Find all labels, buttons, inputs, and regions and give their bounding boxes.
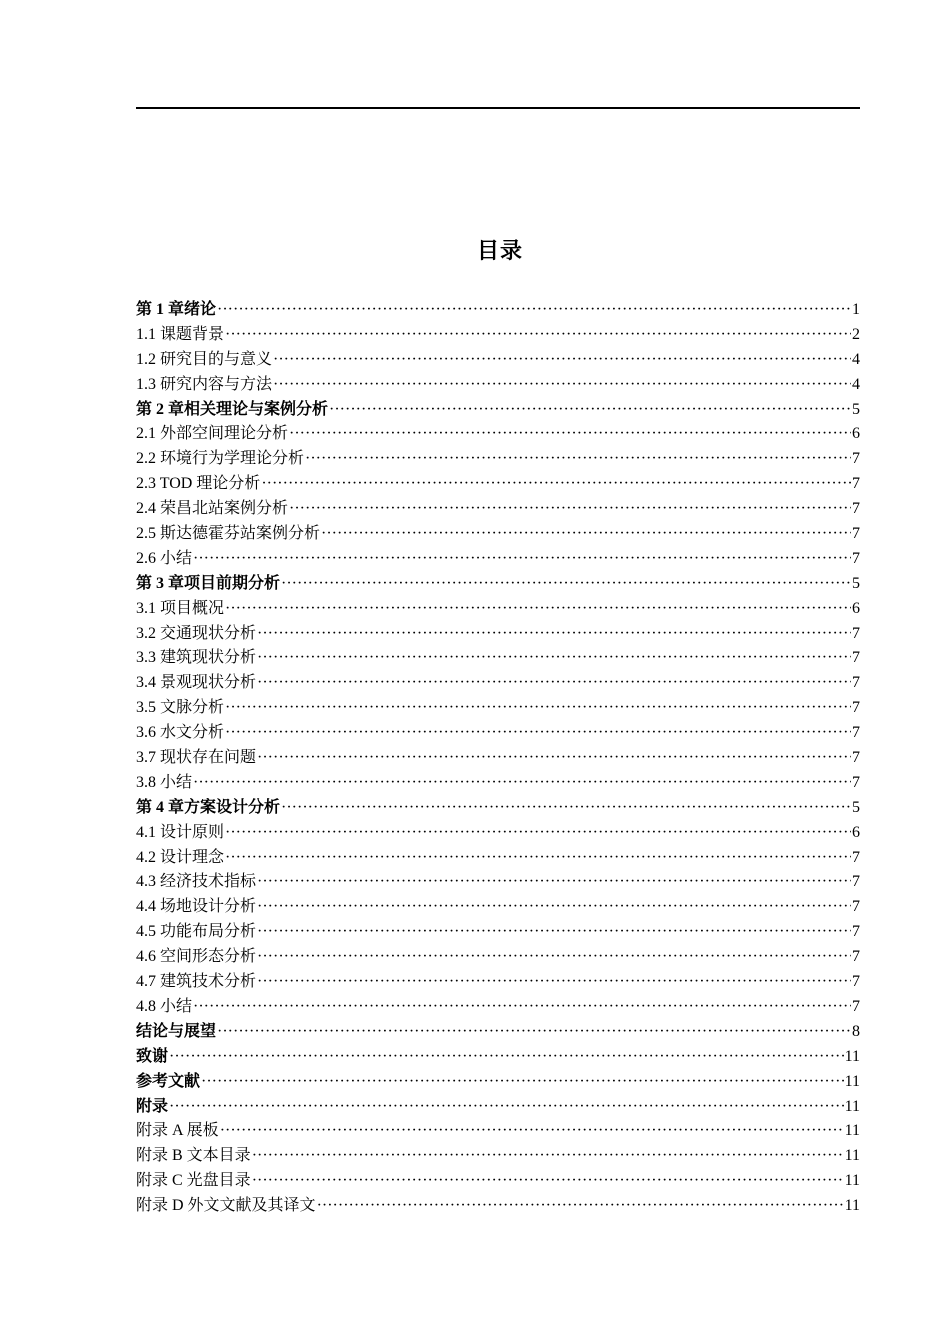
toc-leader-dots	[257, 622, 851, 647]
toc-entry-page: 7	[852, 549, 860, 567]
toc-leader-dots	[289, 497, 851, 522]
toc-entry[interactable]	[136, 422, 860, 447]
toc-entry-label: 附录 B 文本目录	[136, 1147, 251, 1165]
toc-entry[interactable]	[136, 1194, 860, 1219]
toc-entry[interactable]	[136, 1020, 860, 1045]
toc-leader-dots	[225, 597, 851, 622]
toc-leader-dots	[261, 472, 851, 497]
toc-leader-dots	[317, 1194, 844, 1219]
toc-entry-page: 7	[852, 699, 860, 717]
toc-entry-label: 2.2 环境行为学理论分析	[136, 450, 305, 468]
toc-entry-page: 7	[852, 997, 860, 1015]
toc-entry-page: 11	[844, 1197, 860, 1215]
toc-entry-page: 7	[852, 873, 860, 891]
toc-entry-page: 7	[852, 773, 860, 791]
toc-entry[interactable]	[136, 646, 860, 671]
toc-leader-dots	[281, 796, 851, 821]
toc-entry[interactable]	[136, 721, 860, 746]
toc-leader-dots	[169, 1095, 844, 1120]
toc-entry-label: 3.1 项目概况	[136, 599, 225, 617]
toc-leader-dots	[217, 1020, 851, 1045]
toc-title: 目录	[476, 238, 523, 263]
toc-entry-label: 3.4 景观现状分析	[136, 674, 257, 692]
toc-entry[interactable]	[136, 696, 860, 721]
toc-entry[interactable]	[136, 796, 860, 821]
toc-entry-page: 7	[852, 948, 860, 966]
toc-entry[interactable]	[136, 398, 860, 423]
toc-entry-label: 4.3 经济技术指标	[136, 873, 257, 891]
toc-entry[interactable]	[136, 870, 860, 895]
toc-leader-dots	[225, 696, 851, 721]
toc-entry[interactable]	[136, 920, 860, 945]
toc-entry-label: 3.8 小结	[136, 773, 193, 791]
toc-entry-label: 2.3 TOD 理论分析	[136, 475, 261, 493]
toc-entry-label: 3.5 文脉分析	[136, 699, 225, 717]
toc-entry-label: 4.8 小结	[136, 997, 193, 1015]
toc-entry[interactable]	[136, 572, 860, 597]
toc-entry-label: 第 3 章项目前期分析	[136, 574, 281, 592]
toc-entry-page: 8	[852, 1022, 860, 1040]
toc-leader-dots	[193, 771, 851, 796]
toc-entry-page: 7	[852, 624, 860, 642]
toc-entry-label: 3.2 交通现状分析	[136, 624, 257, 642]
toc-entry-label: 3.3 建筑现状分析	[136, 649, 257, 667]
toc-entry-label: 4.1 设计原则	[136, 823, 225, 841]
toc-entry[interactable]	[136, 746, 860, 771]
toc-entry[interactable]	[136, 497, 860, 522]
toc-leader-dots	[257, 746, 851, 771]
toc-entry[interactable]	[136, 1144, 860, 1169]
toc-leader-dots	[321, 522, 851, 547]
toc-leader-dots	[193, 547, 851, 572]
toc-entry-label: 1.1 课题背景	[136, 325, 225, 343]
toc-entry-page: 7	[852, 500, 860, 518]
toc-leader-dots	[281, 572, 851, 597]
toc-leader-dots	[217, 298, 851, 323]
toc-leader-dots	[193, 995, 851, 1020]
toc-entry[interactable]	[136, 348, 860, 373]
toc-leader-dots	[257, 671, 851, 696]
toc-entry[interactable]	[136, 1169, 860, 1194]
toc-leader-dots	[201, 1070, 844, 1095]
toc-entry[interactable]	[136, 447, 860, 472]
toc-entry-label: 4.6 空间形态分析	[136, 948, 257, 966]
toc-entry-page: 4	[852, 375, 860, 393]
toc-entry-label: 附录 D 外文文献及其译文	[136, 1197, 316, 1215]
toc-entry[interactable]	[136, 522, 860, 547]
toc-entry-label: 2.5 斯达德霍芬站案例分析	[136, 525, 321, 543]
toc-entry-label: 1.3 研究内容与方法	[136, 375, 273, 393]
toc-entry[interactable]	[136, 846, 860, 871]
toc-entry-label: 1.2 研究目的与意义	[136, 350, 273, 368]
toc-entry-label: 3.6 水文分析	[136, 724, 225, 742]
toc-leader-dots	[305, 447, 851, 472]
toc-entry-page: 5	[852, 798, 860, 816]
toc-entry-page: 7	[852, 923, 860, 941]
toc-entry[interactable]	[136, 1095, 860, 1120]
toc-entry[interactable]	[136, 945, 860, 970]
toc-leader-dots	[225, 846, 851, 871]
toc-entry-page: 2	[852, 325, 860, 343]
toc-entry-label: 结论与展望	[136, 1022, 217, 1040]
toc-entry-page: 7	[852, 475, 860, 493]
toc-entry-page: 11	[844, 1072, 860, 1090]
header-rule	[136, 107, 860, 109]
toc-entry[interactable]	[136, 298, 860, 323]
toc-entry[interactable]	[136, 1119, 860, 1144]
toc-leader-dots	[225, 323, 851, 348]
toc-entry-label: 2.6 小结	[136, 549, 193, 567]
toc-entry-page: 11	[844, 1172, 860, 1190]
toc-leader-dots	[252, 1169, 844, 1194]
toc-entry-page: 11	[844, 1047, 860, 1065]
toc-entry[interactable]	[136, 895, 860, 920]
toc-entry-page: 6	[852, 599, 860, 617]
toc-entry[interactable]	[136, 622, 860, 647]
toc-entry-label: 附录 A 展板	[136, 1122, 219, 1140]
toc-entry-page: 11	[844, 1147, 860, 1165]
toc-entry[interactable]	[136, 1045, 860, 1070]
toc-leader-dots	[257, 920, 851, 945]
toc-entry[interactable]	[136, 821, 860, 846]
toc-entry-page: 7	[852, 674, 860, 692]
toc-leader-dots	[220, 1119, 844, 1144]
toc-entry-page: 11	[844, 1122, 860, 1140]
toc-entry[interactable]	[136, 771, 860, 796]
toc-entry-label: 3.7 现状存在问题	[136, 749, 257, 767]
toc-leader-dots	[257, 870, 851, 895]
toc-leader-dots	[257, 945, 851, 970]
toc-leader-dots	[273, 348, 851, 373]
toc-entry-page: 7	[852, 649, 860, 667]
toc-entry-page: 7	[852, 450, 860, 468]
toc-entry-page: 7	[852, 973, 860, 991]
toc-leader-dots	[257, 895, 851, 920]
toc-entry[interactable]	[136, 995, 860, 1020]
toc-entry-page: 11	[844, 1097, 860, 1115]
toc-entry-page: 6	[852, 425, 860, 443]
toc-leader-dots	[225, 821, 851, 846]
toc-entry-page: 7	[852, 749, 860, 767]
toc-entry[interactable]	[136, 597, 860, 622]
toc-entry[interactable]	[136, 472, 860, 497]
toc-list	[136, 298, 860, 1219]
toc-entry[interactable]	[136, 547, 860, 572]
toc-entry-label: 致谢	[136, 1047, 169, 1065]
toc-entry-page: 1	[852, 301, 860, 318]
toc-entry-label: 参考文献	[136, 1072, 201, 1090]
toc-entry[interactable]	[136, 323, 860, 348]
toc-entry-page: 7	[852, 724, 860, 742]
toc-entry-label: 附录 C 光盘目录	[136, 1172, 251, 1190]
toc-entry[interactable]	[136, 373, 860, 398]
toc-leader-dots	[289, 422, 851, 447]
toc-entry-label: 2.1 外部空间理论分析	[136, 425, 289, 443]
toc-entry-page: 6	[852, 823, 860, 841]
toc-entry-label: 第 1 章绪论	[136, 301, 217, 318]
toc-entry-label: 4.4 场地设计分析	[136, 898, 257, 916]
toc-leader-dots	[329, 398, 851, 423]
toc-leader-dots	[257, 970, 851, 995]
toc-entry-page: 7	[852, 525, 860, 543]
toc-leader-dots	[252, 1144, 844, 1169]
toc-entry[interactable]	[136, 671, 860, 696]
toc-entry-label: 附录	[136, 1097, 169, 1115]
toc-entry-page: 5	[852, 400, 860, 418]
toc-entry-label: 2.4 荣昌北站案例分析	[136, 500, 289, 518]
toc-entry[interactable]	[136, 1070, 860, 1095]
toc-entry-page: 7	[852, 848, 860, 866]
toc-entry[interactable]	[136, 970, 860, 995]
toc-leader-dots	[169, 1045, 844, 1070]
toc-leader-dots	[273, 373, 851, 398]
toc-entry-label: 4.7 建筑技术分析	[136, 973, 257, 991]
toc-entry-page: 7	[852, 898, 860, 916]
toc-leader-dots	[225, 721, 851, 746]
toc-entry-label: 4.5 功能布局分析	[136, 923, 257, 941]
toc-leader-dots	[257, 646, 851, 671]
toc-entry-label: 4.2 设计理念	[136, 848, 225, 866]
toc-entry-label: 第 4 章方案设计分析	[136, 798, 281, 816]
toc-entry-page: 4	[852, 350, 860, 368]
toc-entry-label: 第 2 章相关理论与案例分析	[136, 400, 329, 418]
toc-entry-page: 5	[852, 574, 860, 592]
